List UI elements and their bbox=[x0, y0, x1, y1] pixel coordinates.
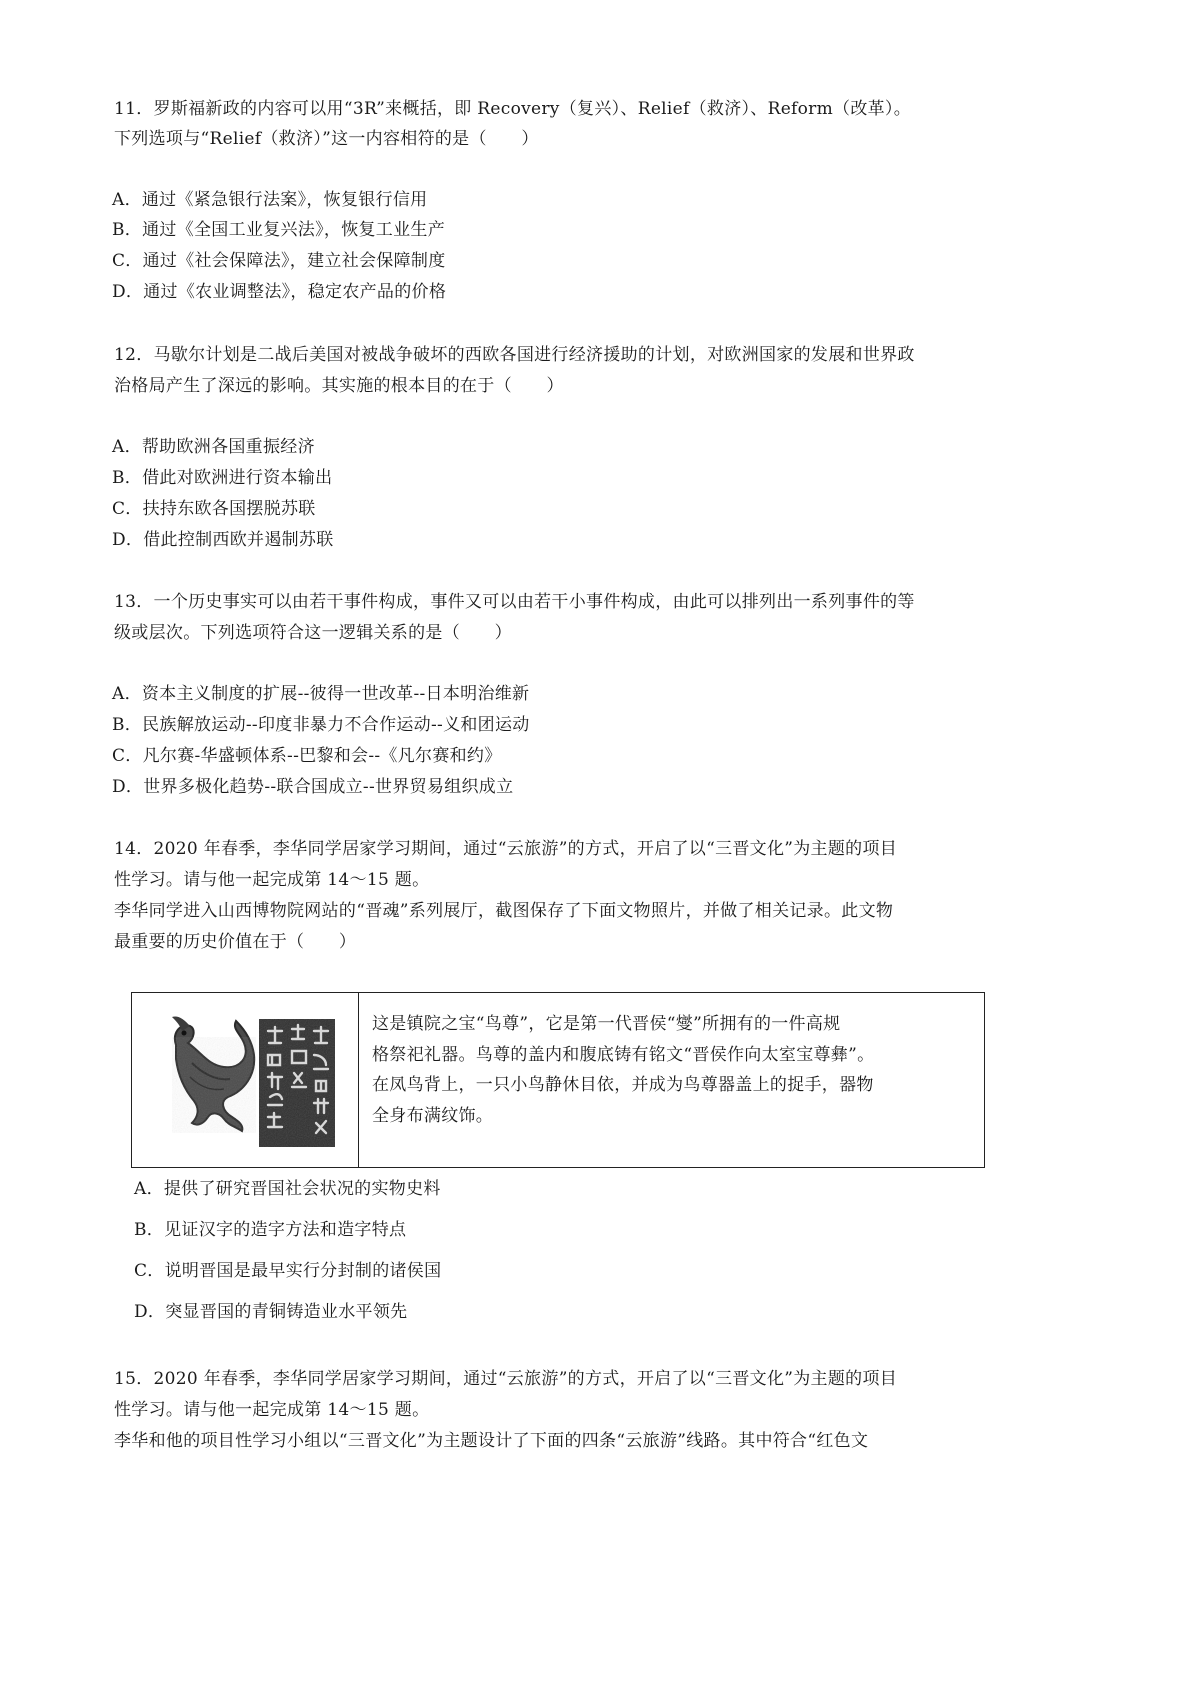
q14-stem-line2: 性学习。请与他一起完成第 14～15 题。 bbox=[114, 870, 430, 890]
bird-vessel-shape bbox=[172, 1016, 256, 1133]
q11-stem-line1: 11．罗斯福新政的内容可以用“3R”来概括，即 Recovery（复兴）、Relief（救济）、Reform（改革）。 bbox=[114, 99, 912, 119]
q14-option-b[interactable]: B．见证汉字的造字方法和造字特点 bbox=[134, 1220, 407, 1240]
artifact-description-line1: 这是镇院之宝“鸟尊”，它是第一代晋侯“燮”所拥有的一件高规 bbox=[372, 1014, 841, 1034]
q11-option-b[interactable]: B．通过《全国工业复兴法》，恢复工业生产 bbox=[112, 220, 445, 240]
q13-option-a[interactable]: A．资本主义制度的扩展--彼得一世改革--日本明治维新 bbox=[112, 684, 530, 704]
inscription-rubbing bbox=[259, 1019, 335, 1147]
artifact-description-line2: 格祭祀礼器。鸟尊的盖内和腹底铸有铭文“晋侯作向太室宝尊彝”。 bbox=[372, 1044, 875, 1065]
artifact-table bbox=[131, 992, 985, 1168]
q15-stem-line3: 李华和他的项目性学习小组以“三晋文化”为主题设计了下面的四条“云旅游”线路。其中符合“红色文 bbox=[114, 1431, 869, 1451]
q13-stem-line1: 13．一个历史事实可以由若干事件构成，事件又可以由若干小事件构成，由此可以排列出一系列事件的等 bbox=[114, 592, 915, 612]
q14-stem-line1: 14．2020 年春季，李华同学居家学习期间，通过“云旅游”的方式，开启了以“三晋文化”为主题的项目 bbox=[114, 839, 898, 859]
q11-stem-line2: 下列选项与“Relief（救济）”这一内容相符的是（ ） bbox=[114, 129, 539, 149]
q14-stem-line4: 最重要的历史价值在于（ ） bbox=[114, 932, 357, 952]
q14-option-a[interactable]: A．提供了研究晋国社会状况的实物史料 bbox=[134, 1179, 441, 1199]
q15-stem-line1: 15．2020 年春季，李华同学居家学习期间，通过“云旅游”的方式，开启了以“三晋文化”为主题的项目 bbox=[114, 1369, 898, 1389]
q11-option-a[interactable]: A．通过《紧急银行法案》，恢复银行信用 bbox=[112, 190, 428, 210]
q12-option-c[interactable]: C．扶持东欧各国摆脱苏联 bbox=[112, 499, 316, 519]
q14-stem-line3: 李华同学进入山西博物院网站的“晋魂”系列展厅，截图保存了下面文物照片，并做了相关记录。此文物 bbox=[114, 901, 894, 921]
q13-option-d[interactable]: D．世界多极化趋势--联合国成立--世界贸易组织成立 bbox=[112, 777, 514, 797]
q12-stem-line1: 12．马歇尔计划是二战后美国对被战争破坏的西欧各国进行经济援助的计划，对欧洲国家的发展和世界政 bbox=[114, 345, 915, 365]
artifact-description-line3: 在凤鸟背上，一只小鸟静休目依，并成为鸟尊器盖上的捉手，器物 bbox=[372, 1075, 874, 1095]
q12-option-b[interactable]: B．借此对欧洲进行资本输出 bbox=[112, 468, 333, 488]
q13-stem-line2: 级或层次。下列选项符合这一逻辑关系的是（ ） bbox=[114, 623, 512, 643]
artifact-description bbox=[359, 993, 984, 1167]
q12-option-a[interactable]: A．帮助欧洲各国重振经济 bbox=[112, 437, 315, 457]
q11-option-d[interactable]: D．通过《农业调整法》，稳定农产品的价格 bbox=[112, 282, 447, 302]
artifact-description-line4: 全身布满纹饰。 bbox=[372, 1105, 494, 1126]
q12-option-d[interactable]: D．借此控制西欧并遏制苏联 bbox=[112, 530, 334, 550]
q11-option-c[interactable]: C．通过《社会保障法》，建立社会保障制度 bbox=[112, 251, 446, 271]
q14-option-c[interactable]: C．说明晋国是最早实行分封制的诸侯国 bbox=[134, 1261, 442, 1281]
bird-zun-image bbox=[132, 993, 357, 1166]
q14-option-d[interactable]: D．突显晋国的青铜铸造业水平领先 bbox=[134, 1302, 408, 1322]
q15-stem-line2: 性学习。请与他一起完成第 14～15 题。 bbox=[114, 1400, 430, 1420]
q13-option-b[interactable]: B．民族解放运动--印度非暴力不合作运动--义和团运动 bbox=[112, 715, 530, 735]
bird-zun-photo bbox=[132, 993, 359, 1167]
q13-option-c[interactable]: C．凡尔赛-华盛顿体系--巴黎和会--《凡尔赛和约》 bbox=[112, 746, 502, 766]
q12-stem-line2: 治格局产生了深远的影响。其实施的根本目的在于（ ） bbox=[114, 376, 564, 396]
